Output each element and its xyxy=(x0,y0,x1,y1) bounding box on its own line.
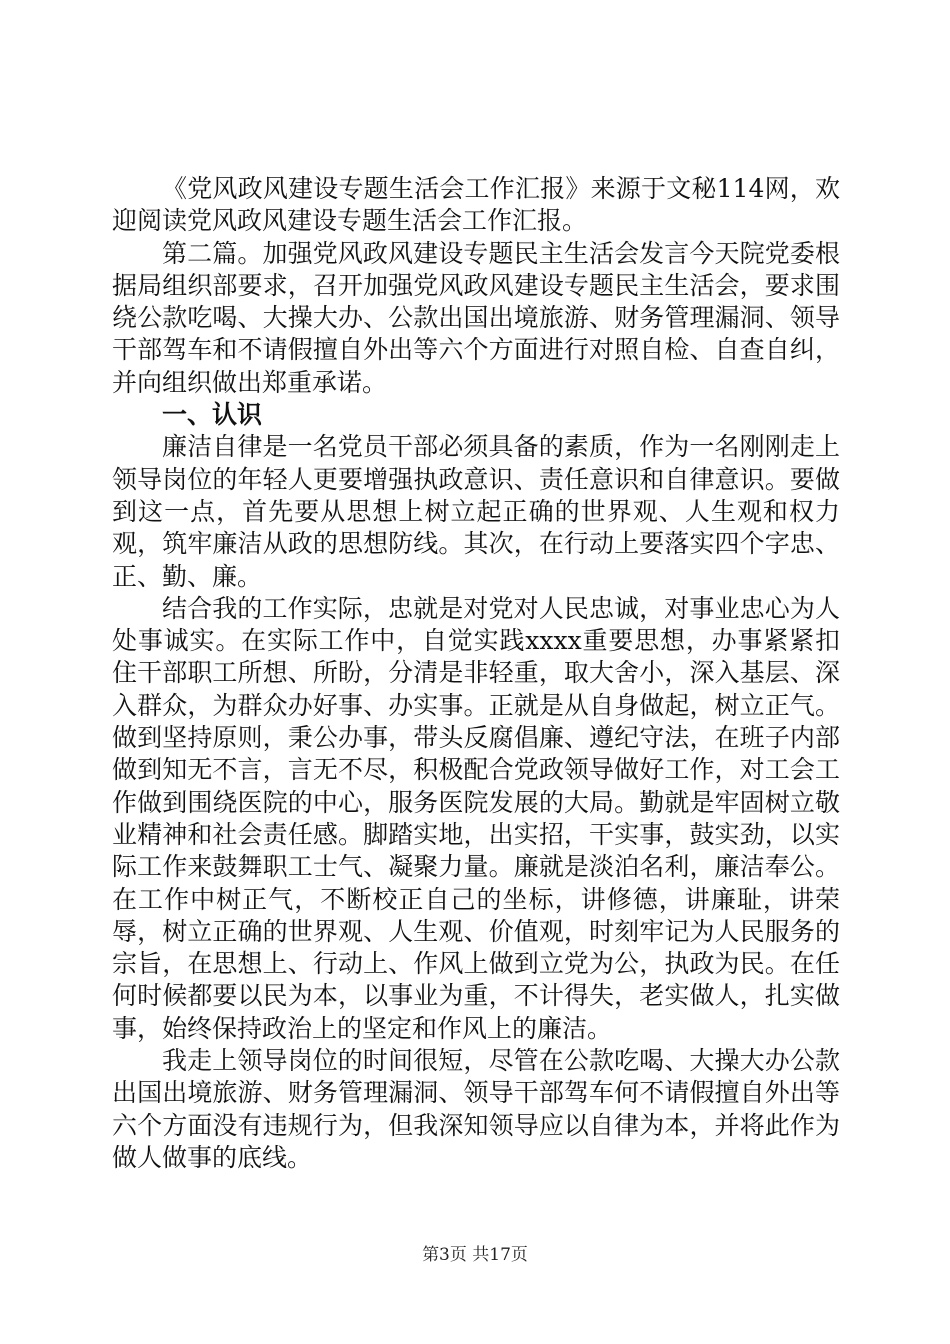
paragraph-self-discipline: 廉洁自律是一名党员干部必须具备的素质，作为一名刚刚走上领导岗位的年轻人更要增强执政意识、责任意识和自律意识。要做到这一点，首先要从思想上树立起正确的世界观、人生观和权力观，筑牢廉洁从政的思想防线。其次，在行动上要落实四个字忠、正、勤、廉。 xyxy=(112,432,840,591)
page-footer: 第3页 共17页 xyxy=(422,1245,528,1265)
section-heading-recognition: 一、认识 xyxy=(162,400,263,430)
paragraph-conclusion: 我走上领导岗位的时间很短，尽管在公款吃喝、大操大办公款出国出境旅游、财务管理漏洞、领导干部驾车何不请假擅自外出等六个方面没有违规行为，但我深知领导应以自律为本，并将此作为做人做事的底线。 xyxy=(112,1046,840,1172)
paragraph-work-practice: 结合我的工作实际，忠就是对党对人民忠诚，对事业忠心为人处事诚实。在实际工作中，自觉实践xxxx重要思想，办事紧紧扣住干部职工所想、所盼，分清是非轻重，取大舍小，深入基层、深入群众，为群众办好事、办实事。正就是从自身做起，树立正气。做到坚持原则，秉公办事，带头反腐倡廉、遵纪守法，在班子内部做到知无不言，言无不尽，积极配合党政领导做好工作，对工会工作做到围绕医院的中心，服务医院发展的大局。勤就是牢固树立敬业精神和社会责任感。脚踏实地，出实招，干实事，鼓实劲，以实际工作来鼓舞职工士气、凝聚力量。廉就是淡泊名利，廉洁奉公。在工作中树正气，不断校正自己的坐标，讲修德，讲廉耻，讲荣辱，树立正确的世界观、人生观、价值观，时刻牢记为人民服务的宗旨，在思想上、行动上、作风上做到立党为公，执政为民。在任何时候都要以民为本，以事业为重，不计得失，老实做人，扎实做事，始终保持政治上的坚定和作风上的廉洁。 xyxy=(112,593,840,1043)
paragraph-intro: 《党风政风建设专题生活会工作汇报》来源于文秘114网，欢迎阅读党风政风建设专题生活会工作汇报。 xyxy=(112,174,840,236)
document-body xyxy=(112,173,840,1174)
paragraph-second-article: 第二篇。加强党风政风建设专题民主生活会发言今天院党委根据局组织部要求，召开加强党风政风建设专题民主生活会，要求围绕公款吃喝、大操大办、公款出国出境旅游、财务管理漏洞、领导干部驾车和不请假擅自外出等六个方面进行对照自检、自查自纠，并向组织做出郑重承诺。 xyxy=(112,238,840,397)
